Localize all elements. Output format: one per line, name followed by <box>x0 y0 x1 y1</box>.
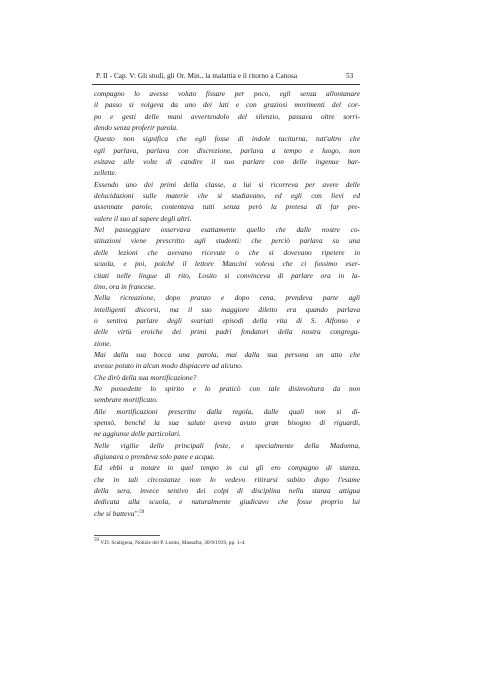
text-line: scuola, e poi, poiché il lettore Mancini voleva che ci fossimo eser- <box>94 259 360 269</box>
text-line: della sera, invece sentivo dei colpi di disciplina nella stanza attigua <box>94 486 360 496</box>
text-line: che si batteva".$^{59}$ <box>94 508 145 518</box>
footnote-rule <box>94 535 160 536</box>
text-line: dendo senza proferir parola. <box>94 123 178 133</box>
text-line: esitava alle volte di candire il suo parlare con delle ingenue bar- <box>94 157 360 167</box>
footnote <box>94 540 245 546</box>
text-line: egli parlava, parlava con discrezione, parlava a tempo e luogo, non <box>94 145 360 155</box>
text-line: stituzioni viene prescritto agli studenti: che perciò parlava su una <box>94 236 360 246</box>
text-line: dedicata alla scuola, e naturalmente giudicavo che fosse proprio lui <box>94 497 360 507</box>
running-header: P. II - Cap. V: Gli studi, gli Or. Min., la malattia e il ritorno a Canosa <box>96 72 298 80</box>
text-line: Ed ebbi a notare in quel tempo in cui gli ero compagno di stanza, <box>94 463 360 473</box>
text-line: assennate parole, contentava tutti senza però la pretesa di far pre- <box>94 202 360 212</box>
text-line: po e gesti delle mani avvertendolo del silenzio, passava oltre sorri- <box>94 111 360 121</box>
text-line: il passo si volgeva da uno dei lati e con graziosi movimenti del cor- <box>94 100 360 110</box>
text-line: Mai dalla sua bocca una parola, mai dalla sua persona un atto che <box>94 349 360 359</box>
text-line: compagno lo avesse voluto fissare per poco, egli senza allontanare <box>94 89 360 98</box>
text-line: Nel passeggiare osservava esattamente quello che dalle nostre co- <box>94 225 360 235</box>
text-line: che in tali circostanze non lo vedevo ritirarsi subito dopo l'esame <box>94 474 360 484</box>
text-line: Essendo uno dei primi della classe, a lui si ricorreva per avere delle <box>94 179 360 189</box>
text-line: spensò, benché la sua salute aveva avuto gran bisogno di riguardi, <box>94 417 360 427</box>
text-line: Alle mortificazioni prescritte dalla regola, dalle quali non si di- <box>94 406 360 416</box>
header-rule <box>92 84 360 85</box>
text-line: sembrare mortificato. <box>94 395 158 405</box>
text-line: zione. <box>94 338 112 348</box>
text-line: digiunava o prendeva solo pane e acqua. <box>94 452 215 461</box>
text-line: intelligenti discorsi, ma il suo maggiore diletto era quando parlava <box>94 304 360 314</box>
footnote-reference: 59 <box>139 509 145 515</box>
text-line: tino, ora in francese. <box>94 281 156 291</box>
text-line: Ne possedette lo spirito e lo praticò con tale disinvoltura da non <box>94 383 360 393</box>
text-line: Nelle vigilie delle principali feste, e specialmente della Madonna, <box>94 440 360 450</box>
text-line: delle lezioni che avevano ricevute o che si dovevano ripetere in <box>94 247 360 257</box>
text-line: Questo non significa che egli fosse di indole taciturna, tutt'altro che <box>94 134 360 144</box>
text-line: avesse potuto in alcun modo dispiacere ad alcuno. <box>94 361 243 371</box>
body-text <box>94 88 360 519</box>
text-line: valere il suo al sapere degli altri. <box>94 213 192 223</box>
text-line: Che dirò della sua mortificazione? <box>94 372 197 382</box>
footnote-text: V.D. Scaligena, Notizie del P. Losito, Massafra, 30/9/1919, pp. 1-4. <box>100 540 246 546</box>
text-line: citati nelle lingue di rito, Losito si convinceva di parlare ora in la- <box>94 270 360 280</box>
text-line: o sentiva parlare degli svariati episodi della vita di S. Alfonso e <box>94 315 360 325</box>
text-line: Nella ricreazione, dopo pranzo e dopo cena, prendeva parte agli <box>94 293 360 303</box>
footnote-number: 59 <box>94 538 99 543</box>
text-line: delucidazioni sulle materie che si studiavano, ed egli con lievi ed <box>94 191 360 201</box>
text-line: delle virtù eroiche dei primi padri fondatori della nostra congrega- <box>94 327 360 337</box>
text-line: zellette. <box>94 168 117 178</box>
text-line: ne aggiunse delle particolari. <box>94 429 181 439</box>
page-number: 53 <box>346 72 354 80</box>
